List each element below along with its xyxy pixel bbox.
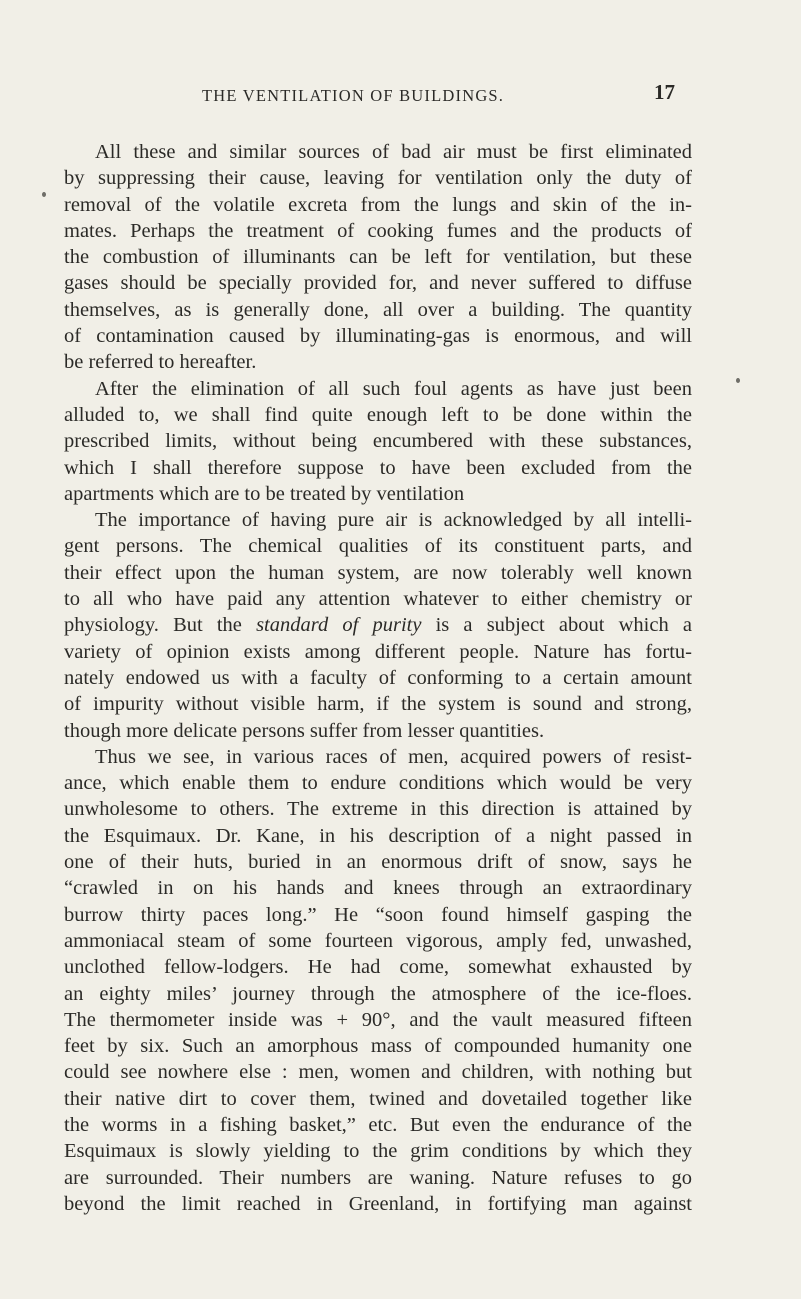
text-line bbox=[64, 560, 692, 586]
line-text: beyond the limit reached in Greenland, in fortifying man against bbox=[64, 1192, 692, 1215]
text-line bbox=[64, 875, 692, 901]
line-text: The thermometer inside was + 90°, and the vault measured fifteen bbox=[64, 1008, 692, 1031]
line-text: After the elimination of all such foul agents as have just been bbox=[95, 377, 692, 400]
text-line bbox=[64, 1165, 692, 1191]
line-text: ammoniacal steam of some fourteen vigorous, amply fed, unwashed, bbox=[64, 929, 692, 952]
line-text: Esquimaux is slowly yielding to the grim conditions by which they bbox=[64, 1140, 692, 1163]
line-text: the Esquimaux. Dr. Kane, in his description of a night passed in bbox=[64, 824, 692, 847]
line-text: which I shall therefore suppose to have been excluded from the bbox=[64, 456, 692, 479]
line-text: their native dirt to cover them, twined and dovetailed together like bbox=[64, 1087, 692, 1110]
line-text: one of their huts, buried in an enormous drift of snow, says he bbox=[64, 851, 692, 874]
text-line bbox=[64, 428, 692, 454]
text-line bbox=[64, 718, 692, 744]
text-line bbox=[64, 455, 692, 481]
text-line bbox=[64, 954, 692, 980]
line-text: themselves, as is generally done, all over a building. The quantity bbox=[64, 298, 692, 321]
line-text: their effect upon the human system, are now tolerably well known bbox=[64, 561, 692, 584]
text-line bbox=[64, 744, 692, 770]
line-text: could see nowhere else : men, women and children, with nothing but bbox=[64, 1061, 692, 1084]
line-text: an eighty miles’ journey through the atmosphere of the ice-floes. bbox=[64, 982, 692, 1005]
text-line bbox=[64, 165, 692, 191]
text-line bbox=[64, 323, 692, 349]
line-text: alluded to, we shall find quite enough left to be done within the bbox=[64, 403, 692, 426]
line-text: nately endowed us with a faculty of conforming to a certain amount bbox=[64, 666, 692, 689]
line-text: of impurity without visible harm, if the system is sound and strong, bbox=[64, 693, 692, 716]
line-text: Thus we see, in various races of men, acquired powers of resist- bbox=[95, 745, 692, 768]
text-line bbox=[64, 981, 692, 1007]
text-line bbox=[64, 665, 692, 691]
line-text: of contamination caused by illuminating-gas is enormous, and will bbox=[64, 325, 692, 348]
text-line bbox=[64, 928, 692, 954]
italic-phrase: standard of purity bbox=[256, 614, 422, 637]
line-text: burrow thirty paces long.” He “soon found himself gasping the bbox=[64, 903, 692, 926]
text-line bbox=[64, 849, 692, 875]
line-text: gent persons. The chemical qualities of its constituent parts, and bbox=[64, 535, 692, 558]
line-text: feet by six. Such an amorphous mass of compounded humanity one bbox=[64, 1035, 692, 1058]
text-line bbox=[64, 1112, 692, 1138]
text-line bbox=[64, 533, 692, 559]
page-number: 17 bbox=[654, 80, 675, 104]
text-line bbox=[64, 244, 692, 270]
line-text: apartments which are to be treated by ventilation bbox=[64, 482, 465, 505]
text-line bbox=[64, 1007, 692, 1033]
text-line bbox=[64, 796, 692, 822]
text-line bbox=[64, 297, 692, 323]
text-line bbox=[64, 270, 692, 296]
line-text-continued: is a subject about which a bbox=[421, 614, 692, 637]
line-text: are surrounded. Their numbers are waning. Nature refuses to go bbox=[64, 1166, 692, 1189]
text-line bbox=[64, 139, 692, 165]
text-line bbox=[64, 639, 692, 665]
text-line bbox=[64, 823, 692, 849]
text-line bbox=[64, 902, 692, 928]
line-text: The importance of having pure air is acknowledged by all intelli- bbox=[95, 509, 692, 532]
text-line bbox=[64, 376, 692, 402]
text-line bbox=[64, 1138, 692, 1164]
text-line bbox=[64, 1059, 692, 1085]
text-line bbox=[64, 770, 692, 796]
text-line bbox=[64, 218, 692, 244]
body-text bbox=[64, 139, 692, 1217]
line-text: the combustion of illuminants can be left for ventilation, but these bbox=[64, 246, 692, 269]
line-text: removal of the volatile excreta from the lungs and skin of the in- bbox=[64, 193, 692, 216]
line-text: unwholesome to others. The extreme in this direction is attained by bbox=[64, 798, 692, 821]
text-line bbox=[64, 691, 692, 717]
margin-speck bbox=[736, 378, 740, 383]
line-text: to all who have paid any attention whatever to either chemistry or bbox=[64, 588, 692, 611]
text-line bbox=[64, 192, 692, 218]
text-line bbox=[64, 586, 692, 612]
line-text: All these and similar sources of bad air must be first eliminated bbox=[95, 141, 692, 163]
text-line bbox=[64, 1191, 692, 1217]
line-text: “crawled in on his hands and knees through an extraordinary bbox=[64, 877, 692, 900]
line-text: ance, which enable them to endure conditions which would be very bbox=[64, 772, 692, 795]
line-text: the worms in a fishing basket,” etc. But even the endurance of the bbox=[64, 1113, 692, 1136]
line-text: by suppressing their cause, leaving for ventilation only the duty of bbox=[64, 167, 692, 190]
text-line bbox=[64, 612, 692, 638]
running-head: THE VENTILATION OF BUILDINGS. bbox=[202, 86, 505, 105]
text-line bbox=[64, 1033, 692, 1059]
line-text: variety of opinion exists among different people. Nature has fortu- bbox=[64, 640, 692, 663]
line-text: unclothed fellow-lodgers. He had come, somewhat exhausted by bbox=[64, 956, 692, 979]
line-text: physiology. But the bbox=[64, 614, 257, 637]
line-text: mates. Perhaps the treatment of cooking fumes and the products of bbox=[64, 219, 692, 242]
text-line bbox=[64, 402, 692, 428]
text-line bbox=[64, 349, 692, 375]
text-line bbox=[64, 481, 692, 507]
line-text: gases should be specially provided for, and never suffered to diffuse bbox=[64, 272, 692, 295]
text-line bbox=[64, 507, 692, 533]
text-line bbox=[64, 1086, 692, 1112]
line-text: be referred to hereafter. bbox=[64, 351, 257, 374]
margin-speck bbox=[42, 192, 46, 197]
line-text: prescribed limits, without being encumbered with these substances, bbox=[64, 430, 692, 453]
line-text: though more delicate persons suffer from lesser quantities. bbox=[64, 719, 545, 742]
